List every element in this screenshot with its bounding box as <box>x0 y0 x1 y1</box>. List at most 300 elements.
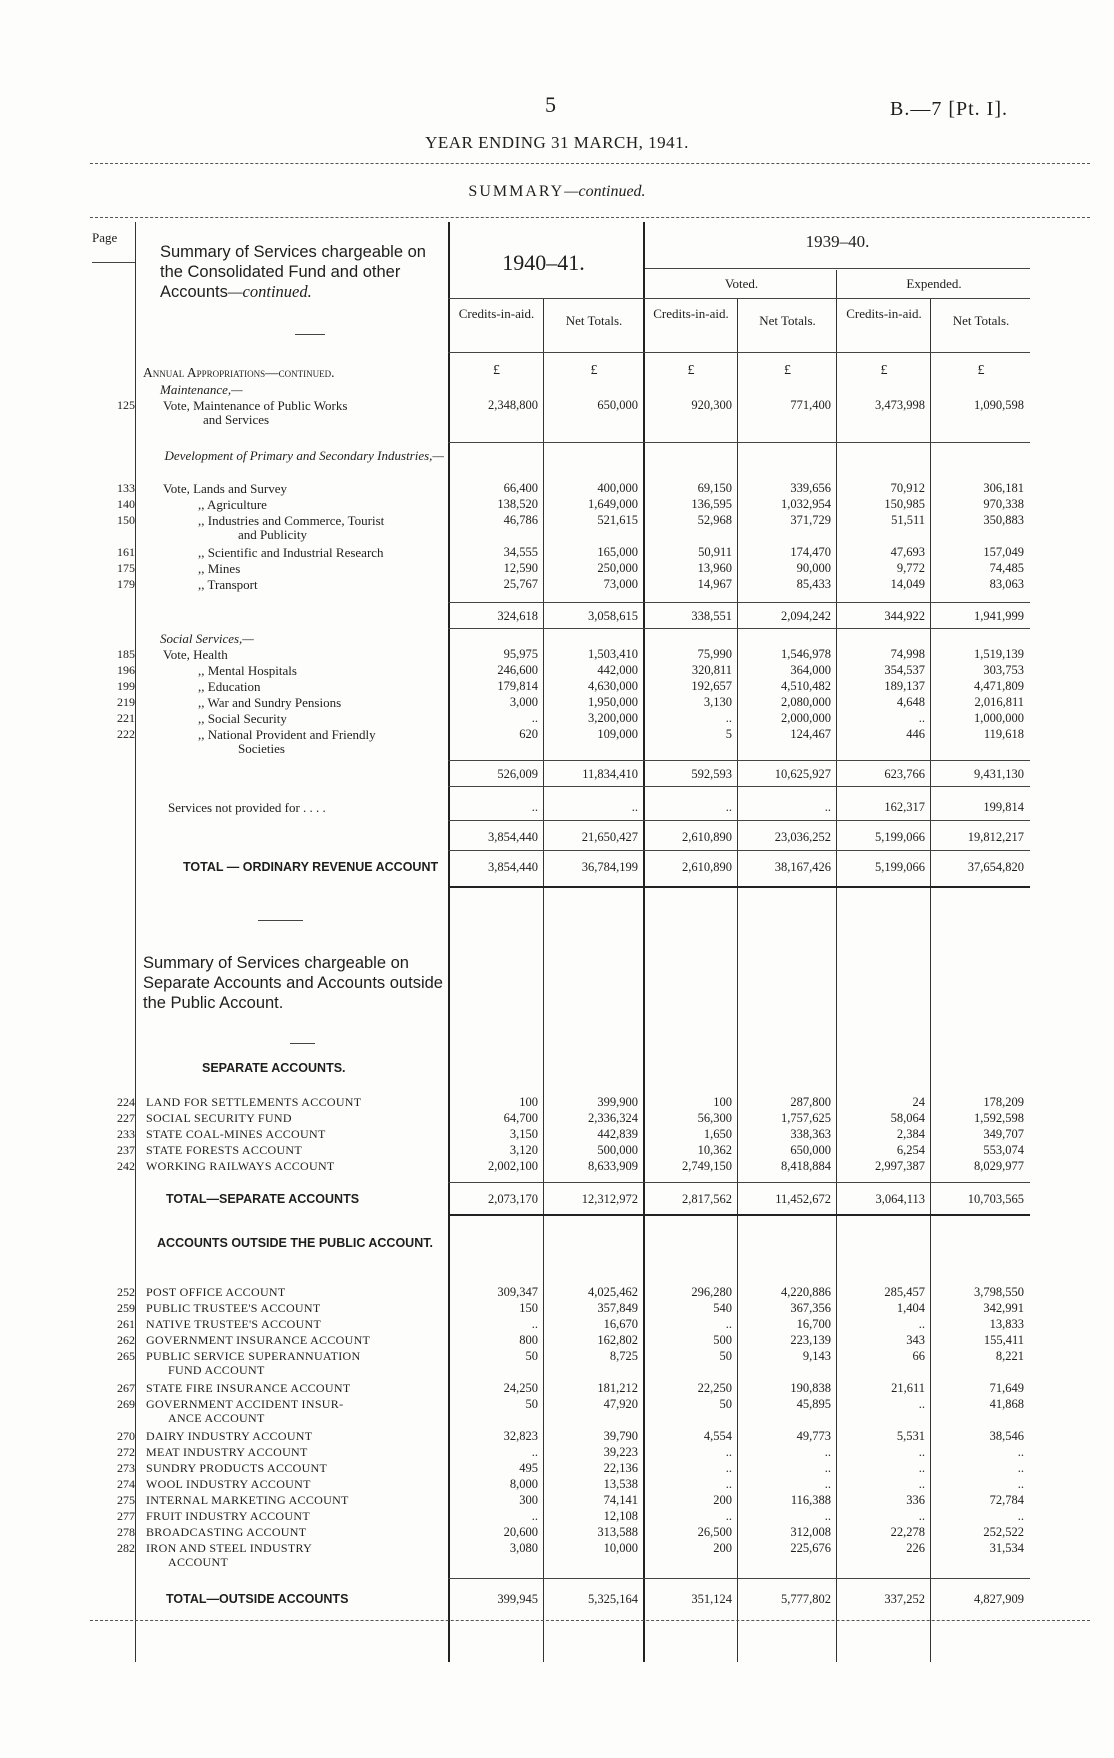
total-outside-col-1: 399,945 <box>497 1592 538 1606</box>
outside-row-3-col-6: 13,833 <box>989 1317 1024 1331</box>
transport-row-col-2: 73,000 <box>603 577 638 591</box>
outside-row-13-label: FRUIT INDUSTRY ACCOUNT <box>146 1509 310 1523</box>
outside-row-3-col-5: .. <box>918 1317 925 1331</box>
credits-voted-currency: £ <box>687 363 695 378</box>
war-pensions-row-col-3: 3,130 <box>703 695 732 709</box>
outside-row-7-col-2: 47,920 <box>603 1397 638 1411</box>
agriculture-row-col-6: 970,338 <box>983 497 1024 511</box>
separate-row-4-col-5: 6,254 <box>896 1143 925 1157</box>
total-outside-col-5: 337,252 <box>884 1592 925 1606</box>
outside-row-7-col-5: .. <box>918 1397 925 1411</box>
not-provided-label: Services not provided for . . . . <box>168 800 326 815</box>
year-1939-40: 1939–40. <box>805 232 870 251</box>
outside-row-9-col-3: .. <box>725 1445 732 1459</box>
education-row-col-3: 192,657 <box>691 679 732 693</box>
outside-row-7-col-6: 41,868 <box>989 1397 1024 1411</box>
development-heading: Development of Primary and Secondary Industries,— <box>164 448 444 463</box>
war-pensions-row-col-2: 1,950,000 <box>588 695 638 709</box>
health-row-col-3: 75,990 <box>697 647 732 661</box>
net-expended-header: Net Totals. <box>952 313 1010 328</box>
transport-row-col-3: 14,967 <box>697 577 732 591</box>
lands-survey-row-page: 133 <box>117 481 135 495</box>
maintenance-public-works-row-col-5: 3,473,998 <box>875 398 925 412</box>
outside-row-9-col-4: .. <box>824 1445 831 1459</box>
national-provident-row-col-2: 109,000 <box>597 727 638 741</box>
credits-voted-header: Credits-in-aid. <box>653 306 729 321</box>
maintenance-public-works-row-col-4: 771,400 <box>790 398 831 412</box>
total-separate-col-2: 12,312,972 <box>581 1192 638 1206</box>
war-pensions-row-col-6: 2,016,811 <box>974 695 1024 709</box>
lands-survey-row-col-1: 66,400 <box>503 481 538 495</box>
outside-row-14-col-5: 22,278 <box>890 1525 925 1539</box>
development-subtotal-col-4: 2,094,242 <box>781 609 831 623</box>
year-divider <box>643 222 645 1662</box>
social-subtotal-top-rule <box>448 760 1030 761</box>
mental-hospitals-row-col-6: 303,753 <box>983 663 1024 677</box>
mental-hospitals-row-col-2: 442,000 <box>597 663 638 677</box>
lands-survey-row-col-2: 400,000 <box>597 481 638 495</box>
separate-row-2-col-4: 1,757,625 <box>781 1111 831 1125</box>
separate-row-5-col-6: 8,029,977 <box>974 1159 1024 1173</box>
transport-row-col-4: 85,433 <box>796 577 831 591</box>
social-security-row-col-1: .. <box>531 711 538 725</box>
scientific-research-row-col-4: 174,470 <box>790 545 831 559</box>
maintenance-heading: Maintenance,— <box>160 382 243 397</box>
outside-row-6-col-6: 71,649 <box>989 1381 1024 1395</box>
outside-row-9-col-2: 39,223 <box>603 1445 638 1459</box>
mines-row-col-6: 74,485 <box>989 561 1024 575</box>
social-subtotal-col-3: 592,593 <box>691 767 732 781</box>
outside-row-14-col-4: 312,008 <box>790 1525 831 1539</box>
outside-row-12-col-2: 74,141 <box>603 1493 638 1507</box>
voted-header: Voted. <box>724 276 759 291</box>
outside-row-6-col-3: 22,250 <box>697 1381 732 1395</box>
development-subtotal-col-2: 3,058,615 <box>588 609 638 623</box>
separate-row-4-page: 237 <box>117 1143 135 1157</box>
not-provided-col-5: 162,317 <box>884 800 925 814</box>
title-dash <box>295 334 325 335</box>
summary-title <box>0 183 1114 201</box>
services-sum-col-1: 3,854,440 <box>488 830 538 844</box>
separate-row-2-col-1: 64,700 <box>503 1111 538 1125</box>
social-subtotal-col-5: 623,766 <box>884 767 925 781</box>
services-sum-col-5: 5,199,066 <box>875 830 925 844</box>
outside-row-4-col-4: 223,139 <box>790 1333 831 1347</box>
total-separate-col-5: 3,064,113 <box>875 1192 925 1206</box>
outside-row-15-page: 282 <box>117 1541 135 1555</box>
outside-row-5-col-1: 50 <box>525 1349 538 1363</box>
agriculture-row-col-5: 150,985 <box>884 497 925 511</box>
outside-row-13-col-4: .. <box>824 1509 831 1523</box>
industries-commerce-row-col-4: 371,729 <box>790 513 831 527</box>
outside-row-7-label: GOVERNMENT ACCIDENT INSUR- <box>146 1397 344 1411</box>
mines-row-col-2: 250,000 <box>597 561 638 575</box>
outside-row-1-col-1: 309,347 <box>497 1285 538 1299</box>
not-provided-rule <box>448 820 1030 821</box>
outside-row-10-col-1: 495 <box>519 1461 538 1475</box>
health-row-col-5: 74,998 <box>890 647 925 661</box>
transport-row-col-6: 83,063 <box>989 577 1024 591</box>
outside-row-14-page: 278 <box>117 1525 135 1539</box>
summary-title-text: SUMMARY <box>468 183 565 200</box>
outside-row-11-col-6: .. <box>1017 1477 1024 1491</box>
outside-row-10-col-3: .. <box>725 1461 732 1475</box>
mines-row-col-4: 90,000 <box>796 561 831 575</box>
outside-row-11-page: 274 <box>117 1477 135 1491</box>
separate-row-3-col-2: 442,839 <box>597 1127 638 1141</box>
agriculture-row-col-3: 136,595 <box>691 497 732 511</box>
outside-row-12-page: 275 <box>117 1493 135 1507</box>
mines-row-label: ,, Mines <box>198 561 241 576</box>
outside-row-15-label: IRON AND STEEL INDUSTRY <box>146 1541 313 1555</box>
outside-row-2-col-5: 1,404 <box>896 1301 925 1315</box>
separate-row-3-col-5: 2,384 <box>896 1127 925 1141</box>
outside-row-2-col-4: 367,356 <box>790 1301 831 1315</box>
outside-row-9-page: 272 <box>117 1445 135 1459</box>
page-header-rule <box>92 262 135 263</box>
outside-row-13-col-3: .. <box>725 1509 732 1523</box>
col-divider-5 <box>930 298 931 1662</box>
mines-row-col-1: 12,590 <box>503 561 538 575</box>
outside-row-2-col-2: 357,849 <box>597 1301 638 1315</box>
mental-hospitals-row-col-5: 354,537 <box>884 663 925 677</box>
transport-row-col-1: 25,767 <box>503 577 538 591</box>
education-row-col-4: 4,510,482 <box>781 679 831 693</box>
net-1940-currency: £ <box>590 363 598 378</box>
outside-row-5-col-4: 9,143 <box>802 1349 831 1363</box>
separate-row-5-page: 242 <box>117 1159 135 1173</box>
separate-rule <box>448 1182 1030 1183</box>
separate-row-3-col-3: 1,650 <box>703 1127 732 1141</box>
maintenance-public-works-row-page: 125 <box>117 398 135 412</box>
outside-row-8-col-3: 4,554 <box>703 1429 732 1443</box>
separate-row-2-col-2: 2,336,324 <box>588 1111 638 1125</box>
outside-row-3-col-4: 16,700 <box>796 1317 831 1331</box>
page-col-header: Page <box>92 230 118 245</box>
separate-row-3-col-1: 3,150 <box>509 1127 538 1141</box>
total-ordinary-col-5: 5,199,066 <box>875 860 925 874</box>
development-subtotal-col-3: 338,551 <box>691 609 732 623</box>
outside-row-11-col-3: .. <box>725 1477 732 1491</box>
industries-commerce-row-col-6: 350,883 <box>983 513 1024 527</box>
scientific-research-row-page: 161 <box>117 545 135 559</box>
outside-row-3-col-2: 16,670 <box>603 1317 638 1331</box>
outside-row-1-col-5: 285,457 <box>884 1285 925 1299</box>
separate-row-2-page: 227 <box>117 1111 135 1125</box>
scientific-research-row-col-5: 47,693 <box>890 545 925 559</box>
summary2-heading: Summary of Services chargeable on Separate Accounts and Accounts outside the Public Account. <box>143 954 443 1012</box>
industries-commerce-row-col-1: 46,786 <box>503 513 538 527</box>
not-provided-col-3: .. <box>725 800 732 814</box>
social-security-row-label: ,, Social Security <box>198 711 287 726</box>
outside-row-12-col-1: 300 <box>519 1493 538 1507</box>
separate-row-1-col-1: 100 <box>519 1095 538 1109</box>
outside-row-8-label: DAIRY INDUSTRY ACCOUNT <box>146 1429 313 1443</box>
mines-row-col-3: 13,960 <box>697 561 732 575</box>
social-subtotal-col-1: 526,009 <box>497 767 538 781</box>
health-row-col-2: 1,503,410 <box>588 647 638 661</box>
national-provident-row-col-5: 446 <box>906 727 925 741</box>
total-outside-col-4: 5,777,802 <box>781 1592 831 1606</box>
outside-row-13-col-1: .. <box>531 1509 538 1523</box>
outside-row-12-col-4: 116,388 <box>790 1493 831 1507</box>
scientific-research-row-col-2: 165,000 <box>597 545 638 559</box>
agriculture-row-label: ,, Agriculture <box>198 497 267 512</box>
outside-row-3-col-3: .. <box>725 1317 732 1331</box>
social-subtotal-col-2: 11,834,410 <box>582 767 638 781</box>
outside-row-15-col-2: 10,000 <box>603 1541 638 1555</box>
services-sum-col-4: 23,036,252 <box>774 830 831 844</box>
maintenance-public-works-row-label: Vote, Maintenance of Public Works <box>163 398 348 413</box>
scientific-research-row-col-1: 34,555 <box>503 545 538 559</box>
national-provident-row-col-1: 620 <box>519 727 538 741</box>
maintenance-public-works-row-col-1: 2,348,800 <box>488 398 538 412</box>
credits-expended-currency: £ <box>880 363 888 378</box>
outside-row-2-page: 259 <box>117 1301 135 1315</box>
mental-hospitals-row-col-4: 364,000 <box>790 663 831 677</box>
maintenance-public-works-row-label-cont: and Services <box>203 412 270 427</box>
separate-row-3-label: STATE COAL-MINES ACCOUNT <box>146 1127 326 1141</box>
services-sum-col-2: 21,650,427 <box>581 830 638 844</box>
industries-commerce-row-col-2: 521,615 <box>597 513 638 527</box>
separate-row-4-col-4: 650,000 <box>790 1143 831 1157</box>
outside-row-13-col-5: .. <box>918 1509 925 1523</box>
outside-row-11-col-2: 13,538 <box>603 1477 638 1491</box>
outside-row-7-page: 269 <box>117 1397 135 1411</box>
net-1940-header: Net Totals. <box>565 313 623 328</box>
separate-row-5-col-2: 8,633,909 <box>588 1159 638 1173</box>
transport-row-page: 179 <box>117 577 135 591</box>
outside-row-14-col-3: 26,500 <box>697 1525 732 1539</box>
col-divider-3 <box>737 298 738 1662</box>
outside-row-14-col-1: 20,600 <box>503 1525 538 1539</box>
total-separate-col-1: 2,073,170 <box>488 1192 538 1206</box>
development-subtotal-top-rule <box>448 602 1030 603</box>
total-outside-label: TOTAL—OUTSIDE ACCOUNTS <box>166 1592 349 1606</box>
net-voted-currency: £ <box>784 363 791 378</box>
total-separate-col-6: 10,703,565 <box>967 1192 1024 1206</box>
social-security-row-col-2: 3,200,000 <box>588 711 638 725</box>
industries-commerce-row-label: ,, Industries and Commerce, Tourist <box>198 513 385 528</box>
mines-row-page: 175 <box>117 561 135 575</box>
outside-row-13-page: 277 <box>117 1509 135 1523</box>
outside-row-1-col-2: 4,025,462 <box>588 1285 638 1299</box>
outside-row-5-col-6: 8,221 <box>995 1349 1024 1363</box>
credits-1940-currency: £ <box>493 363 500 378</box>
national-provident-row-label: ,, National Provident and Friendly <box>198 727 376 742</box>
outside-row-12-label: INTERNAL MARKETING ACCOUNT <box>146 1493 349 1507</box>
separate-row-4-col-1: 3,120 <box>509 1143 538 1157</box>
national-provident-row-col-6: 119,618 <box>983 727 1024 741</box>
outside-rule <box>448 1578 1030 1579</box>
sum-rule <box>448 850 1030 851</box>
total-outside-col-3: 351,124 <box>691 1592 732 1606</box>
war-pensions-row-label: ,, War and Sundry Pensions <box>198 695 342 710</box>
outside-row-4-col-3: 500 <box>713 1333 732 1347</box>
outside-row-4-col-1: 800 <box>519 1333 538 1347</box>
outside-row-4-col-2: 162,802 <box>597 1333 638 1347</box>
outside-row-5-page: 265 <box>117 1349 135 1363</box>
outside-row-8-col-5: 5,531 <box>896 1429 925 1443</box>
transport-row-label: ,, Transport <box>198 577 258 592</box>
national-provident-row-label-cont: Societies <box>238 741 285 756</box>
col-divider-1 <box>543 298 544 1662</box>
outside-row-11-col-5: .. <box>918 1477 925 1491</box>
page-number: 5 <box>545 92 556 117</box>
separate-row-1-col-2: 399,900 <box>597 1095 638 1109</box>
separate-row-5-col-4: 8,418,884 <box>781 1159 831 1173</box>
year-1940-41: 1940–41. <box>502 250 585 275</box>
outside-row-8-col-1: 32,823 <box>503 1429 538 1443</box>
outside-row-15-col-4: 225,676 <box>790 1541 831 1555</box>
education-row-col-2: 4,630,000 <box>588 679 638 693</box>
health-row-page: 185 <box>117 647 135 661</box>
outside-row-6-page: 267 <box>117 1381 135 1395</box>
col-divider-4 <box>836 270 837 1662</box>
war-pensions-row-col-4: 2,080,000 <box>781 695 831 709</box>
outside-row-9-label: MEAT INDUSTRY ACCOUNT <box>146 1445 308 1459</box>
outside-row-2-col-1: 150 <box>519 1301 538 1315</box>
development-subtotal-col-6: 1,941,999 <box>974 609 1024 623</box>
agriculture-row-col-2: 1,649,000 <box>588 497 638 511</box>
war-pensions-row-page: 219 <box>117 695 135 709</box>
net-expended-currency: £ <box>977 363 985 378</box>
education-row-col-5: 189,137 <box>884 679 925 693</box>
industries-commerce-row-col-5: 51,511 <box>891 513 925 527</box>
national-provident-row-col-3: 5 <box>725 727 732 741</box>
separate-row-5-col-1: 2,002,100 <box>488 1159 538 1173</box>
outside-row-1-col-4: 4,220,886 <box>781 1285 831 1299</box>
outside-row-5-label-cont: FUND ACCOUNT <box>168 1363 265 1377</box>
maintenance-public-works-row-col-2: 650,000 <box>597 398 638 412</box>
agriculture-row-page: 140 <box>117 497 135 511</box>
outside-row-6-col-1: 24,250 <box>503 1381 538 1395</box>
outside-row-1-label: POST OFFICE ACCOUNT <box>146 1285 286 1299</box>
outside-row-10-col-5: .. <box>918 1461 925 1475</box>
separate-heading: SEPARATE ACCOUNTS. <box>202 1061 346 1075</box>
health-row-col-4: 1,546,978 <box>781 647 831 661</box>
scientific-research-row-col-3: 50,911 <box>698 545 732 559</box>
outside-row-2-col-6: 342,991 <box>983 1301 1024 1315</box>
services-sum-col-3: 2,610,890 <box>682 830 732 844</box>
outside-row-11-col-1: 8,000 <box>509 1477 538 1491</box>
page-col-divider <box>135 222 136 1662</box>
outside-row-10-col-2: 22,136 <box>603 1461 638 1475</box>
outside-row-7-col-3: 50 <box>719 1397 732 1411</box>
net-voted-header: Net Totals. <box>759 313 816 328</box>
agriculture-row-col-1: 138,520 <box>497 497 538 511</box>
total-separate-rule <box>448 1214 1030 1216</box>
mental-hospitals-row-label: ,, Mental Hospitals <box>198 663 297 678</box>
outside-row-8-page: 270 <box>117 1429 135 1443</box>
outside-row-2-col-3: 540 <box>713 1301 732 1315</box>
development-subtotal-bottom-rule <box>448 628 1030 629</box>
outside-row-3-col-1: .. <box>531 1317 538 1331</box>
outside-row-7-label-cont: ANCE ACCOUNT <box>168 1411 265 1425</box>
credits-1940-header: Credits-in-aid. <box>458 306 535 321</box>
outside-row-4-col-6: 155,411 <box>983 1333 1024 1347</box>
header-rule <box>90 163 1090 164</box>
outside-row-7-col-4: 45,895 <box>796 1397 831 1411</box>
separate-row-3-col-4: 338,363 <box>790 1127 831 1141</box>
outside-row-6-col-2: 181,212 <box>597 1381 638 1395</box>
social-security-row-col-3: .. <box>725 711 732 725</box>
mental-hospitals-row-col-3: 320,811 <box>691 663 732 677</box>
industries-commerce-row-page: 150 <box>117 513 135 527</box>
separate-row-2-label: SOCIAL SECURITY FUND <box>146 1111 292 1125</box>
outside-row-10-page: 273 <box>117 1461 135 1475</box>
health-row-col-1: 95,975 <box>503 647 538 661</box>
outside-row-3-page: 261 <box>117 1317 135 1331</box>
industries-commerce-row-col-3: 52,968 <box>697 513 732 527</box>
outside-row-13-col-6: .. <box>1017 1509 1024 1523</box>
outside-row-10-col-4: .. <box>824 1461 831 1475</box>
total-ordinary-label: TOTAL — ORDINARY REVENUE ACCOUNT <box>183 860 439 874</box>
outside-row-10-col-6: .. <box>1017 1461 1024 1475</box>
social-subtotal-bottom-rule <box>448 786 1030 787</box>
scientific-research-row-col-6: 157,049 <box>983 545 1024 559</box>
maintenance-public-works-row-col-6: 1,090,598 <box>974 398 1024 412</box>
outside-row-4-col-5: 343 <box>906 1333 925 1347</box>
outside-row-7-col-1: 50 <box>525 1397 538 1411</box>
desc-col-header <box>160 242 450 302</box>
separate-row-1-label: LAND FOR SETTLEMENTS ACCOUNT <box>146 1095 362 1109</box>
not-provided-col-1: .. <box>531 800 538 814</box>
outside-row-12-col-6: 72,784 <box>989 1493 1024 1507</box>
transport-row-col-5: 14,049 <box>890 577 925 591</box>
separate-row-1-col-4: 287,800 <box>790 1095 831 1109</box>
lands-survey-row-col-4: 339,656 <box>790 481 831 495</box>
colhead-bottom-rule <box>448 352 1030 353</box>
outside-row-12-col-3: 200 <box>713 1493 732 1507</box>
year-prior-rule <box>645 268 1030 269</box>
education-row-col-1: 179,814 <box>497 679 538 693</box>
total-ordinary-col-3: 2,610,890 <box>682 860 732 874</box>
separate-row-5-col-3: 2,749,150 <box>682 1159 732 1173</box>
outside-row-10-label: SUNDRY PRODUCTS ACCOUNT <box>146 1461 328 1475</box>
outside-row-9-col-1: .. <box>531 1445 538 1459</box>
outside-row-5-col-5: 66 <box>912 1349 925 1363</box>
desc-col-divider <box>448 222 450 1662</box>
war-pensions-row-col-5: 4,648 <box>896 695 925 709</box>
bottom-rule <box>90 1620 1090 1621</box>
mines-row-col-5: 9,772 <box>896 561 925 575</box>
separate-row-1-col-6: 178,209 <box>983 1095 1024 1109</box>
summary2-dash <box>290 1043 315 1044</box>
maintenance-rule <box>448 442 1030 443</box>
separate-row-4-col-3: 10,362 <box>697 1143 732 1157</box>
total-ordinary-col-2: 36,784,199 <box>581 860 638 874</box>
services-sum-col-6: 19,812,217 <box>967 830 1024 844</box>
desc-title-suffix: —continued. <box>227 282 312 301</box>
mental-hospitals-row-page: 196 <box>117 663 135 677</box>
outside-row-1-col-6: 3,798,550 <box>974 1285 1024 1299</box>
outside-row-11-label: WOOL INDUSTRY ACCOUNT <box>146 1477 311 1491</box>
annual-appropriations-heading: Annual Appropriations—continued. <box>143 365 335 380</box>
outside-row-8-col-6: 38,546 <box>989 1429 1024 1443</box>
total-separate-col-3: 2,817,562 <box>682 1192 732 1206</box>
mental-hospitals-row-col-1: 246,600 <box>497 663 538 677</box>
national-provident-row-col-4: 124,467 <box>790 727 831 741</box>
outside-row-14-col-6: 252,522 <box>983 1525 1024 1539</box>
national-provident-row-page: 222 <box>117 727 135 741</box>
social-heading: Social Services,— <box>160 631 254 646</box>
separate-row-1-page: 224 <box>117 1095 135 1109</box>
outside-row-9-col-6: .. <box>1017 1445 1024 1459</box>
outside-row-6-label: STATE FIRE INSURANCE ACCOUNT <box>146 1381 351 1395</box>
social-security-row-col-4: 2,000,000 <box>781 711 831 725</box>
development-subtotal-col-1: 324,618 <box>497 609 538 623</box>
